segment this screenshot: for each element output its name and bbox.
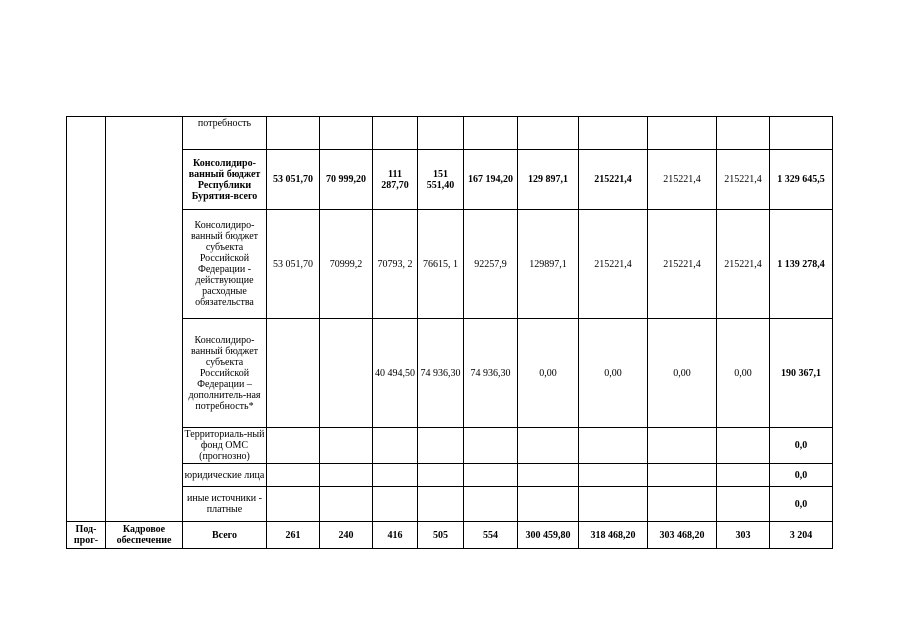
- value-cell: 416: [373, 522, 418, 549]
- value-cell: 554: [464, 522, 518, 549]
- value-cell: 70793, 2: [373, 210, 418, 319]
- value-cell: 76615, 1: [418, 210, 464, 319]
- value-cell: 215221,4: [717, 150, 770, 210]
- value-cell: 70 999,20: [320, 150, 373, 210]
- source-cell: потребность: [183, 117, 267, 150]
- value-cell: 74 936,30: [464, 319, 518, 428]
- value-cell: 0,00: [579, 319, 648, 428]
- subprogram-label: Под-прог-: [67, 522, 106, 549]
- value-cell: 53 051,70: [267, 210, 320, 319]
- value-cell: 40 494,50: [373, 319, 418, 428]
- value-cell: 70999,2: [320, 210, 373, 319]
- value-cell: 92257,9: [464, 210, 518, 319]
- value-cell: 151 551,40: [418, 150, 464, 210]
- value-cell: 167 194,20: [464, 150, 518, 210]
- value-cell: 215221,4: [648, 210, 717, 319]
- value-cell: 215221,4: [579, 210, 648, 319]
- source-cell: Консолидиро-ванный бюджет субъекта Российской Федерации – дополнитель-ная потребность*: [183, 319, 267, 428]
- budget-table: [66, 116, 833, 549]
- source-cell: Консолидиро-ванный бюджет Республики Бурятия-всего: [183, 150, 267, 210]
- value-cell: [320, 319, 373, 428]
- value-cell: 318 468,20: [579, 522, 648, 549]
- total-cell: 1 329 645,5: [770, 150, 833, 210]
- value-cell: 129897,1: [518, 210, 579, 319]
- value-cell: 215221,4: [648, 150, 717, 210]
- total-cell: 0,0: [770, 428, 833, 464]
- value-cell: 0,00: [717, 319, 770, 428]
- source-cell: Всего: [183, 522, 267, 549]
- subprogram-number-cell: [67, 117, 106, 522]
- total-cell: 0,0: [770, 464, 833, 487]
- value-cell: 74 936,30: [418, 319, 464, 428]
- table-row: [67, 522, 833, 549]
- source-cell: Территориаль-ный фонд ОМС (прогнозно): [183, 428, 267, 464]
- value-cell: 303: [717, 522, 770, 549]
- value-cell: 215221,4: [579, 150, 648, 210]
- total-cell: 0,0: [770, 487, 833, 522]
- value-cell: 0,00: [518, 319, 579, 428]
- total-cell: 190 367,1: [770, 319, 833, 428]
- value-cell: 505: [418, 522, 464, 549]
- subprogram-name: Кадровое обеспечение: [106, 522, 183, 549]
- value-cell: 129 897,1: [518, 150, 579, 210]
- value-cell: 261: [267, 522, 320, 549]
- subprogram-name-cell: [106, 117, 183, 522]
- source-cell: иные источники - платные: [183, 487, 267, 522]
- value-cell: 111 287,70: [373, 150, 418, 210]
- value-cell: 53 051,70: [267, 150, 320, 210]
- source-cell: Консолидиро-ванный бюджет субъекта Российской Федерации - действующие расходные обязательства: [183, 210, 267, 319]
- total-cell: 3 204: [770, 522, 833, 549]
- value-cell: 0,00: [648, 319, 717, 428]
- value-cell: 215221,4: [717, 210, 770, 319]
- total-cell: 1 139 278,4: [770, 210, 833, 319]
- value-cell: 303 468,20: [648, 522, 717, 549]
- table-row: [67, 117, 833, 150]
- source-cell: юридические лица: [183, 464, 267, 487]
- value-cell: 240: [320, 522, 373, 549]
- value-cell: 300 459,80: [518, 522, 579, 549]
- value-cell: [267, 319, 320, 428]
